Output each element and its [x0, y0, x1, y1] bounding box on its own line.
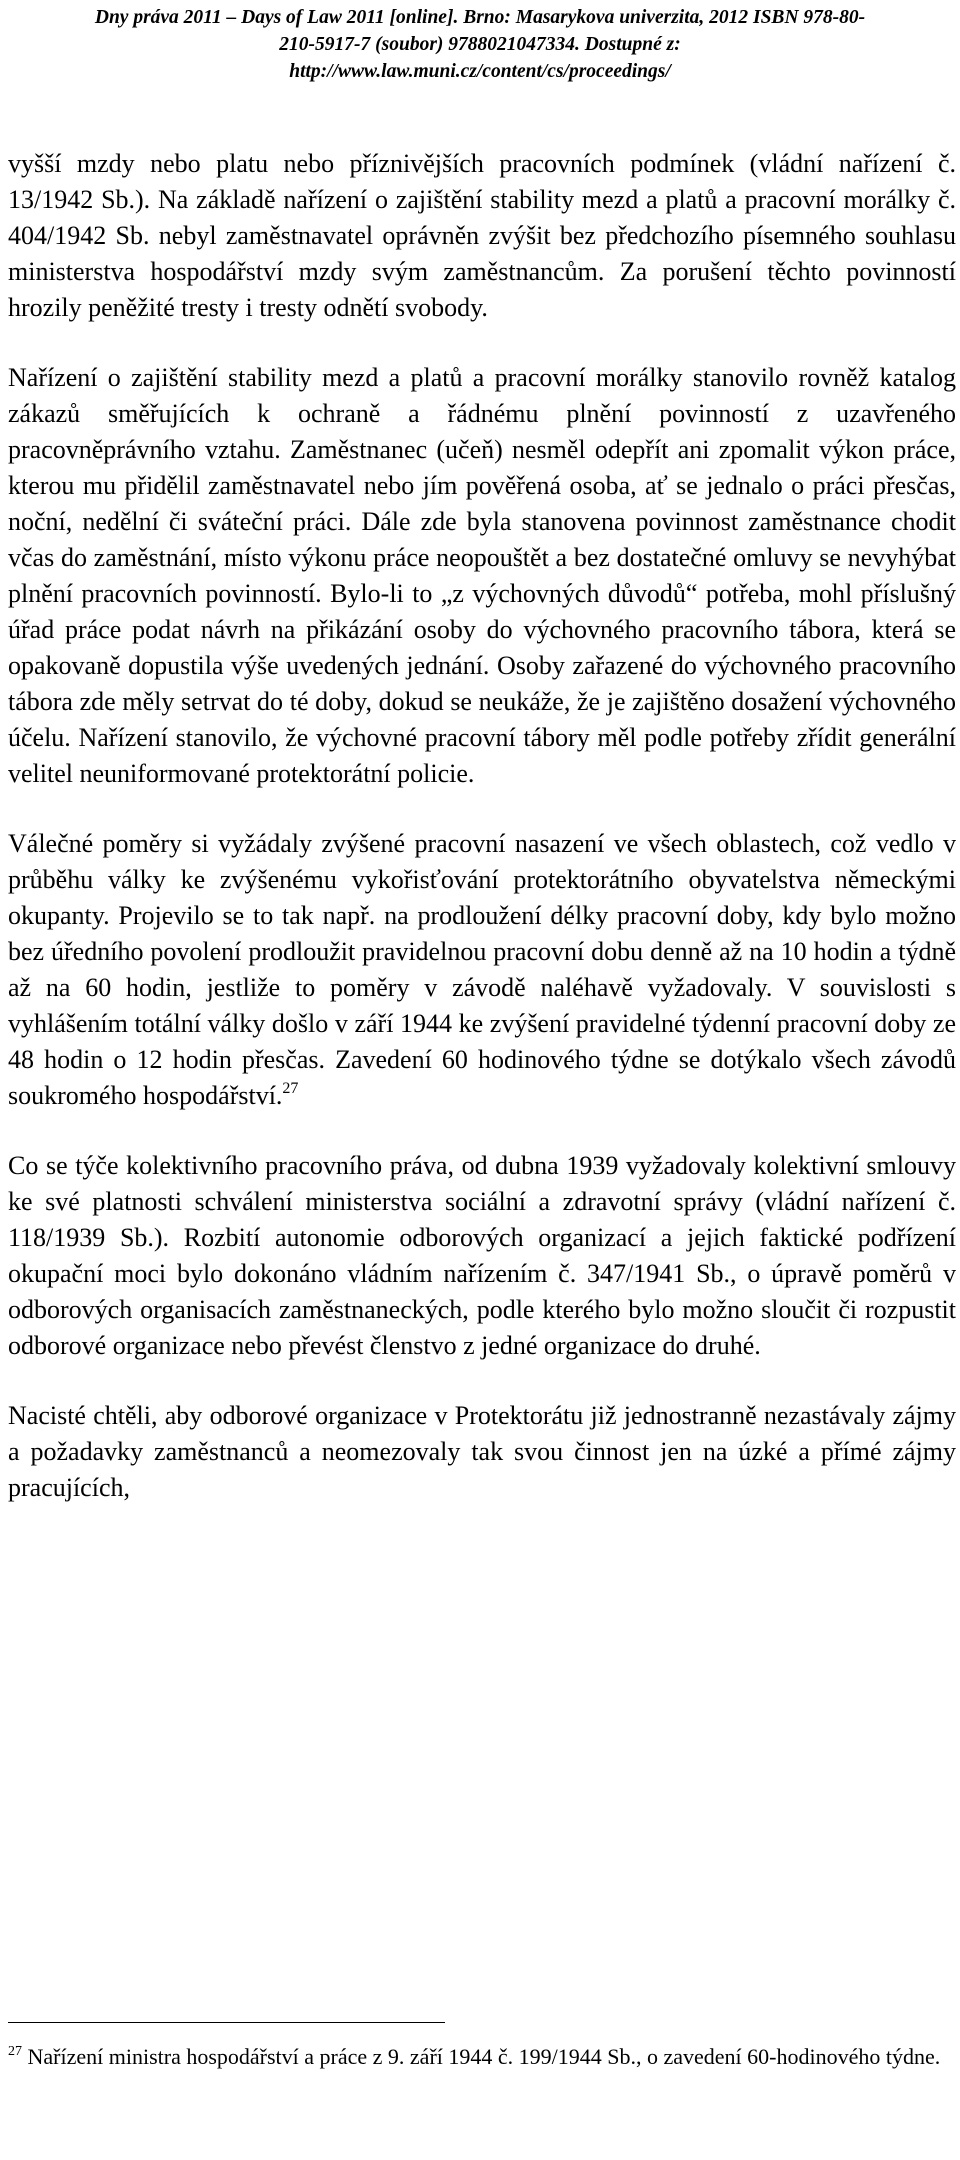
- header-line-1: Dny práva 2011 – Days of Law 2011 [online]. Brno: Masarykova univerzita, 2012 ISBN 978-80-: [94, 7, 866, 28]
- paragraph-text: vyšší mzdy nebo platu nebo příznivějších pracovních podmínek (vládní nařízení č. 13/1942 Sb.). Na základě nařízení o zajištění stability mezd a platů a pracovní morálky č. 404/1942 Sb. nebyl zaměstnavatel oprávněn zvýšit bez předchozího písemného souhlasu ministerstva hospodářství mzdy svým zaměstnancům. Za porušení těchto povinností hrozily peněžité tresty i tresty odnětí svobody.: [8, 149, 956, 322]
- body-paragraph-2: [8, 360, 956, 792]
- body-paragraph-3: [8, 826, 956, 1114]
- footnote-separator: [8, 2022, 445, 2023]
- footnote-text: Nařízení ministra hospodářství a práce z 9. září 1944 č. 199/1944 Sb., o zavedení 60-hodinového týdne.: [27, 2044, 941, 2069]
- paragraph-text: Nacisté chtěli, aby odborové organizace v Protektorátu již jednostranně nezastávaly zájmy a požadavky zaměstnanců a neomezovaly tak svou činnost jen na úzké a přímé zájmy pracujících,: [8, 1401, 956, 1502]
- body-paragraph-1: [8, 146, 956, 326]
- footnote-number: 27: [8, 2044, 22, 2059]
- document-body: [8, 146, 956, 1506]
- paragraph-text: Nařízení o zajištění stability mezd a platů a pracovní morálky stanovilo rovněž katalog zákazů směřujících k ochraně a řádnému plnění povinností z uzavřeného pracovněprávního vztahu. Zaměstnanec (učeň) nesměl odepřít ani zpomalit výkon práce, kterou mu přidělil zaměstnavatel nebo jím pověřená osoba, ať se jednalo o práci přesčas, noční, nedělní či sváteční práci. Dále zde byla stanovena povinnost zaměstnance chodit včas do zaměstnání, místo výkonu práce neopouštět a bez dostatečné omluvy se nevyhýbat plnění pracovních povinností. Bylo-li to „z výchovných důvodů“ potřeba, mohl příslušný úřad práce podat návrh na přikázání osoby do výchovného pracovního tábora, která se opakovaně dopustila výše uvedených jednání. Osoby zařazené do výchovného pracovního tábora zde měly setrvat do té doby, dokud se neukáže, že je zajištěno dosažení výchovného účelu. Nařízení stanovilo, že výchovné pracovní tábory měl podle potřeby zřídit generální velitel neuniformované protektorátní policie.: [8, 363, 956, 788]
- publication-header: [0, 4, 960, 85]
- header-line-2: 210-5917-7 (soubor) 9788021047334. Dostupné z:: [279, 34, 681, 55]
- footnote: [8, 2040, 956, 2073]
- paragraph-text: Válečné poměry si vyžádaly zvýšené pracovní nasazení ve všech oblastech, což vedlo v průběhu války ke zvýšenému vykořisťování protektorátního obyvatelstva německými okupanty. Projevilo se to tak např. na prodloužení délky pracovní doby, kdy bylo možno bez úředního povolení prodloužit pravidelnou pracovní dobu denně až na 10 hodin a týdně až na 60 hodin, jestliže to poměry v závodě naléhavě vyžadovaly. V souvislosti s vyhlášením totální války došlo v září 1944 ke zvýšení pravidelné týdenní pracovní doby ze 48 hodin o 12 hodin přesčas. Zavedení 60 hodinového týdne se dotýkalo všech závodů soukromého hospodářství.: [8, 829, 956, 1110]
- body-paragraph-4: [8, 1148, 956, 1364]
- header-line-3: http://www.law.muni.cz/content/cs/proceedings/: [289, 61, 671, 82]
- footnote-reference[interactable]: 27: [282, 1080, 299, 1097]
- body-paragraph-5: [8, 1398, 956, 1506]
- paragraph-text: Co se týče kolektivního pracovního práva, od dubna 1939 vyžadovaly kolektivní smlouvy ke své platnosti schválení ministerstva sociální a zdravotní správy (vládní nařízení č. 118/1939 Sb.). Rozbití autonomie odborových organizací a jejich faktické podřízení okupační moci bylo dokonáno vládním nařízením č. 347/1941 Sb., o úpravě poměrů v odborových organisacích zaměstnaneckých, podle kterého bylo možno sloučit či rozpustit odborové organizace nebo převést členstvo z jedné organizace do druhé.: [8, 1151, 956, 1360]
